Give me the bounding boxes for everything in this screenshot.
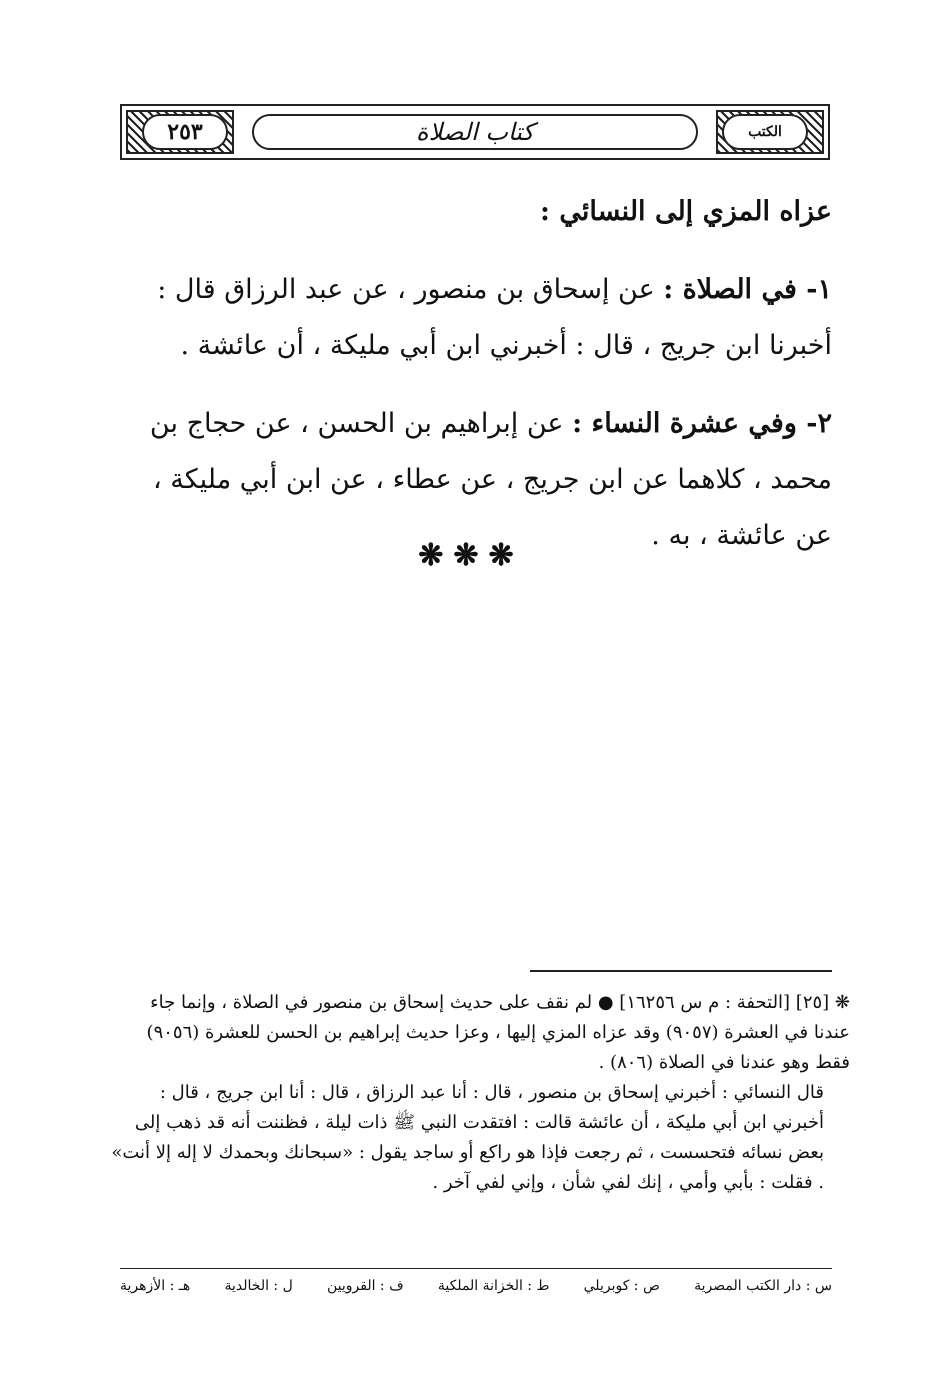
item-1 bbox=[120, 262, 832, 374]
publisher-seal: الكتب bbox=[722, 114, 808, 150]
chapter-title: كتاب الصلاة bbox=[252, 114, 698, 150]
page-number: ٢٥٣ bbox=[142, 114, 228, 150]
manuscript-legend bbox=[120, 1278, 832, 1294]
page-header bbox=[120, 104, 830, 160]
legend-item: س : دار الكتب المصرية bbox=[694, 1278, 832, 1294]
footnote-rule bbox=[530, 970, 832, 972]
legend-rule bbox=[120, 1268, 832, 1269]
footnote-2: قال النسائي : أخبرني إسحاق بن منصور ، قال : أنا عبد الرزاق ، قال : أنا ابن جريج ، قال : أخبرني ابن أبي مليكة ، أن عائشة قالت : افتقدت النبي ﷺ ذات ليلة ، فظننت أنه قد ذهب إلى بعض نسائه فتحسست ، ثم رجعت فإذا هو راكع أو ساجد يقول : «سبحانك وبحمدك لا إله إلا أنت» . فقلت : بأبي وأمي ، إنك لفي شأن ، وإني لفي آخر . bbox=[111, 1082, 824, 1193]
section-heading: عزاه المزي إلى النسائي : bbox=[539, 196, 832, 227]
item-2-text: عن إبراهيم بن الحسن ، عن حجاج بن محمد ، كلاهما عن ابن جريج ، عن عطاء ، عن ابن أبي مليكة ، عن عائشة ، به . bbox=[149, 408, 832, 551]
legend-item: ط : الخزانة الملكية bbox=[437, 1278, 550, 1294]
item-1-label: ١- في الصلاة : bbox=[663, 274, 832, 305]
legend-item: ل : الخالدية bbox=[224, 1278, 293, 1294]
item-2-label: ٢- وفي عشرة النساء : bbox=[572, 408, 832, 439]
section-separator: ❋❋❋ bbox=[418, 538, 524, 573]
footnote-1: ❋ [٢٥] [التحفة : م س ١٦٢٥٦] ● لم نقف على حديث إسحاق بن منصور في الصلاة ، وإنما جاء عندنا في العشرة (٩٠٥٧) وقد عزاه المزي إليها ، وعزا حديث إبراهيم بن الحسن للعشرة (٩٠٥٦) فقط وهو عندنا في الصلاة (٨٠٦) . bbox=[146, 992, 850, 1073]
footnotes bbox=[110, 988, 850, 1198]
legend-item: هـ : الأزهرية bbox=[120, 1278, 191, 1294]
legend-item: ص : كوبريلي bbox=[583, 1278, 660, 1294]
legend-item: ف : القرويين bbox=[326, 1278, 404, 1294]
item-1-text: عن إسحاق بن منصور ، عن عبد الرزاق قال : أخبرنا ابن جريج ، قال : أخبرني ابن أبي مليكة ، أن عائشة . bbox=[157, 274, 832, 361]
